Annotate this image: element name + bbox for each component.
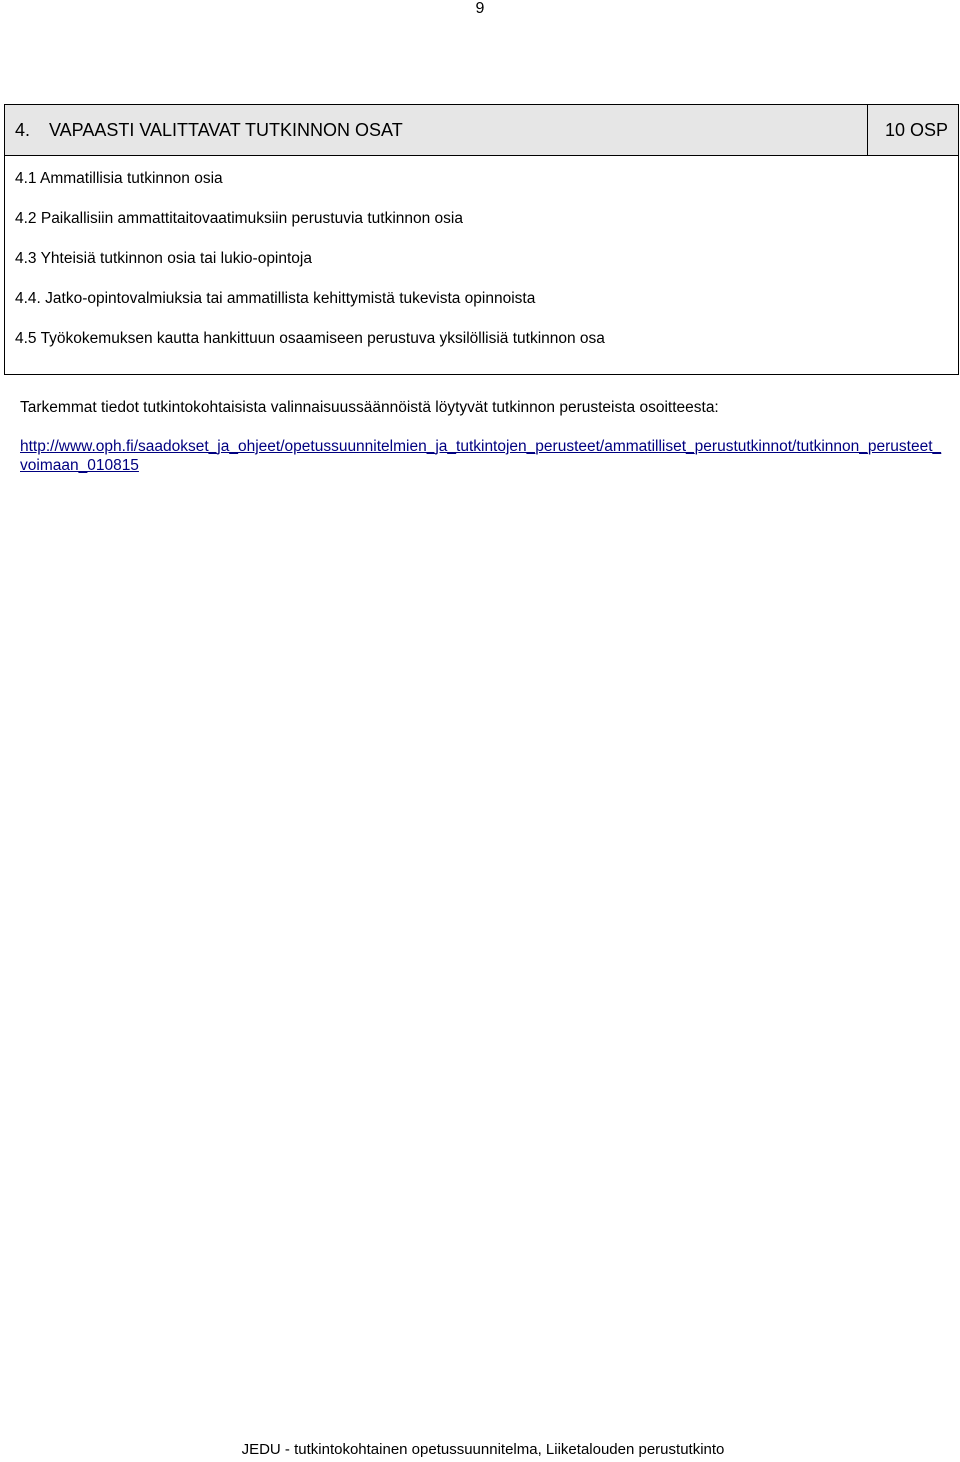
page-number: 9 [475, 0, 485, 17]
info-text: Tarkemmat tiedot tutkintokohtaisista valinnaisuussäännöistä löytyvät tutkinnon perusteista osoitteesta: [20, 399, 719, 416]
section-header [5, 105, 868, 156]
perusteet-url-link[interactable]: http://www.oph.fi/saadokset_ja_ohjeet/opetussuunnitelmien_ja_tutkintojen_perusteet/ammatilliset_perustutkinnot/tutkinnon_perusteet_voimaan_010815 [20, 438, 942, 474]
page-footer: JEDU - tutkintokohtainen opetussuunnitelma, Liiketalouden perustutkinto [241, 1441, 725, 1458]
section-number: 4. [15, 119, 31, 140]
section-items-list [15, 169, 958, 349]
list-item: 4.2 Paikallisiin ammattitaitovaatimuksiin perustuvia tutkinnon osia [15, 210, 463, 227]
list-item: 4.5 Työkokemuksen kautta hankittuun osaamiseen perustuva yksilöllisiä tutkinnon osa [15, 330, 605, 347]
section-credits: 10 OSP [868, 105, 959, 156]
list-item: 4.3 Yhteisiä tutkinnon osia tai lukio-opintoja [15, 250, 312, 267]
section-items-cell [5, 156, 959, 375]
list-item: 4.1 Ammatillisia tutkinnon osia [15, 170, 223, 187]
section-table [4, 104, 959, 375]
list-item: 4.4. Jatko-opintovalmiuksia tai ammatillista kehittymistä tukevista opinnoista [15, 290, 536, 307]
section-items-row [5, 156, 959, 375]
section-title: VAPAASTI VALITTAVAT TUTKINNON OSAT [49, 119, 403, 140]
section-header-row [5, 105, 959, 156]
